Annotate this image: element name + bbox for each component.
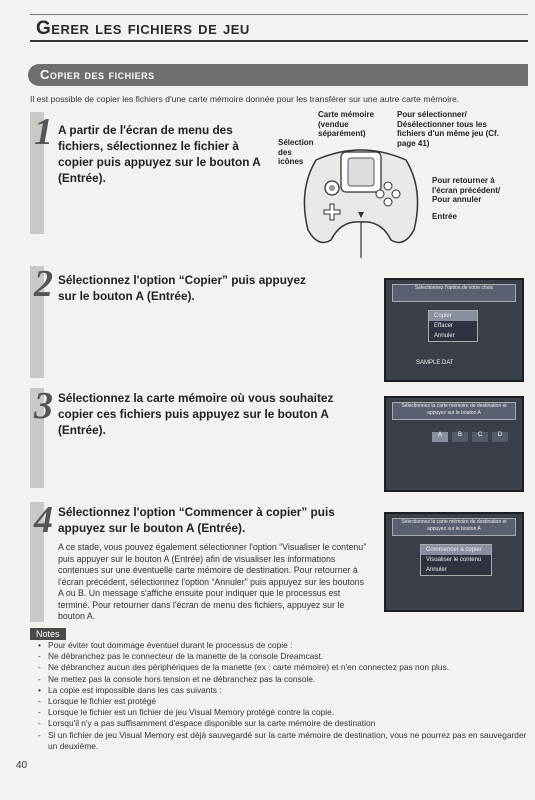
page-number: 40 bbox=[16, 760, 28, 771]
screenshot-step-3 bbox=[384, 396, 524, 492]
title-rule-top bbox=[30, 14, 528, 15]
note-sub-item: - Lorsqu'il n'y a pas suffisamment d'espace disponible sur la carte mémoire de destination bbox=[40, 718, 535, 729]
screenshot-step-4 bbox=[384, 512, 524, 612]
note-sub-item: - Ne mettez pas la console hors tension et ne débranchez pas la console. bbox=[40, 674, 535, 685]
step-2-number: 2 bbox=[34, 263, 53, 305]
screen-3-header: Sélectionnez la carte mémoire de destination et appuyez sur le bouton A bbox=[392, 402, 516, 420]
slot-d: D bbox=[492, 432, 508, 442]
note-sub-item: - Lorsque le fichier est protégé bbox=[40, 696, 535, 707]
menu-cancel: Annuler bbox=[434, 333, 455, 339]
note-sub-item: - Si un fichier de jeu Visual Memory est déjà sauvegardé sur la carte mémoire de destination, vous ne pourrez pas en sauvegarder un deuxième. bbox=[40, 730, 535, 752]
screen-2-file: SAMPLE.DAT bbox=[416, 360, 454, 366]
notes-list bbox=[30, 640, 535, 752]
notes-tag: Notes bbox=[30, 628, 66, 640]
menu-cancel-4: Annuler bbox=[426, 567, 447, 573]
step-2-text: Sélectionnez l'option “Copier” puis appuyez sur le bouton A (Entrée). bbox=[58, 273, 306, 303]
step-4-detail: A ce stade, vous pouvez également sélectionner l'option “Visualiser le contenu” puis appuyer sur le bouton A (Entrée) afin de visualiser les informations contenues sur une éventuelle carte mémoire de destination. Pour retourner à l'écran précédent, sélectionnez l'option “Annuler” puis appuyez sur les boutons A ou B. Un message s'affiche ensuite pour indiquer que le processus est terminé. Pour retourner dans l'écran de menu des fichiers, appuyez sur le bouton A. bbox=[58, 542, 367, 621]
note-sub-item: - Lorsque le fichier est un fichier de jeu Visual Memory protégé contre la copie. bbox=[40, 707, 535, 718]
note-item: • Pour éviter tout dommage éventuel durant le processus de copie : bbox=[40, 640, 535, 651]
note-sub-item: - Ne débranchez pas le connecteur de la manette de la console Dreamcast. bbox=[40, 651, 535, 662]
step-3-text: Sélectionnez la carte mémoire où vous souhaitez copier ces fichiers puis appuyez sur le bouton A (Entrée). bbox=[58, 391, 334, 437]
step-1-text: A partir de l'écran de menu des fichiers, sélectionnez le fichier à copier puis appuyez sur le bouton A (Entrée). bbox=[58, 123, 261, 185]
step-3-number: 3 bbox=[34, 385, 53, 427]
screen-2-header: Sélectionnez l'option de votre choix bbox=[392, 284, 516, 302]
slot-c: C bbox=[472, 432, 488, 442]
menu-start-copy: Commencer à copier bbox=[421, 545, 491, 555]
title-rule-bottom bbox=[30, 40, 528, 42]
label-memory-card: Carte mémoire (vendue séparément) bbox=[318, 110, 375, 138]
note-item: • La copie est impossible dans les cas suivants : bbox=[40, 685, 535, 696]
screen-3-slots bbox=[432, 432, 508, 442]
section-header bbox=[28, 64, 528, 86]
screen-4-menu bbox=[420, 544, 492, 576]
menu-view-content: Visualiser le contenu bbox=[426, 557, 482, 563]
label-back: Pour retourner à l'écran précédent/ Pour annuler bbox=[432, 176, 501, 204]
note-sub-item: - Ne débranchez aucun des périphériques de la manette (ex : carte mémoire) et n'en connectez pas non plus. bbox=[40, 662, 535, 673]
label-enter: Entrée bbox=[432, 212, 457, 221]
slot-b: B bbox=[452, 432, 468, 442]
step-4-text: Sélectionnez l'option “Commencer à copier” puis appuyez sur le bouton A (Entrée). bbox=[58, 505, 335, 535]
screen-2-menu bbox=[428, 310, 478, 342]
menu-copy: Copier bbox=[429, 311, 477, 321]
label-select-deselect: Pour sélectionner/ Désélectionner tous les fichiers d'un même jeu (Cf. page 41) bbox=[397, 110, 499, 148]
section-title: Copier des fichiers bbox=[40, 67, 155, 82]
slot-a: A bbox=[432, 432, 448, 442]
step-1-number: 1 bbox=[34, 111, 53, 153]
page-title: Gerer les fichiers de jeu bbox=[36, 18, 250, 39]
screenshot-step-2 bbox=[384, 278, 524, 382]
intro-text: Il est possible de copier les fichiers d'une carte mémoire donnée pour les transférer sur une autre carte mémoire. bbox=[30, 94, 460, 104]
label-icon-select: Sélection des icônes bbox=[278, 138, 314, 166]
screen-4-header: Sélectionnez la carte mémoire de destination et appuyez sur le bouton A bbox=[392, 518, 516, 536]
menu-delete: Effacer bbox=[434, 323, 453, 329]
step-4-number: 4 bbox=[34, 499, 53, 541]
